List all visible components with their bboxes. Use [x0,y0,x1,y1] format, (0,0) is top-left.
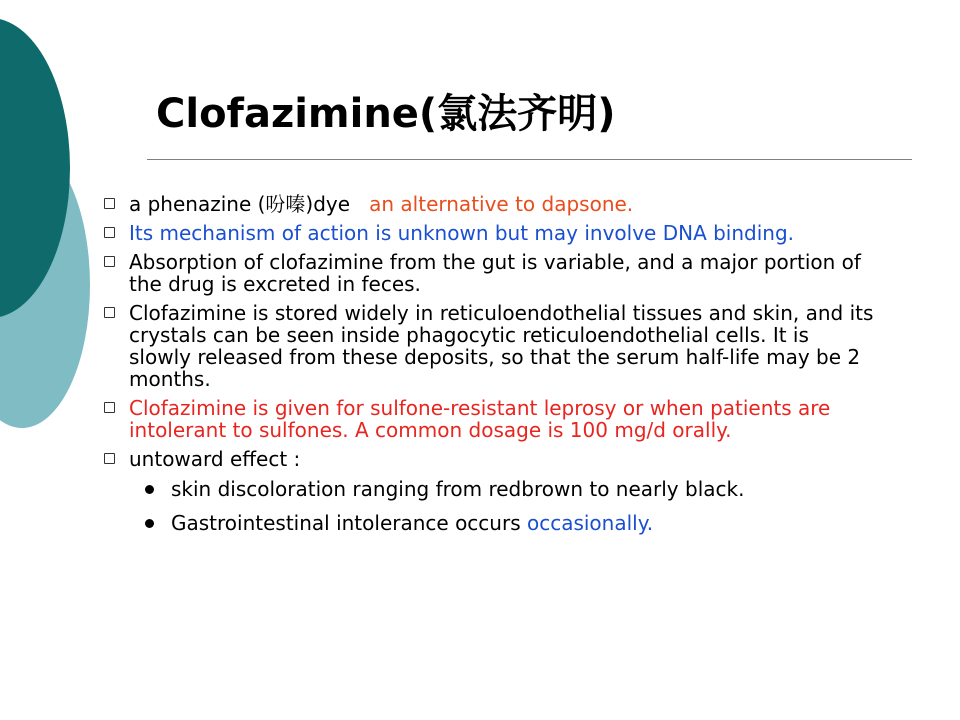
filled-circle-bullet-icon [145,519,154,528]
bullet-5-text: Clofazimine is given for sulfone-resistant leprosy or when patients are intolerant to sulfones. A common dosage is 100 mg/d orally. [129,396,831,442]
bullet-1-part2: an alternative to dapsone. [369,192,634,216]
list-item [104,222,874,244]
bullet-6-text: untoward effect : [129,447,301,471]
list-item [104,193,874,215]
filled-circle-bullet-icon [145,485,154,494]
bullet-1-part1: a phenazine (吩嗪)dye [129,192,351,216]
sub-bullet-2-part2: occasionally. [526,511,654,535]
sub-bullet-1-text: skin discoloration ranging from redbrown to nearly black. [171,477,745,501]
hollow-square-bullet-icon [104,227,115,238]
list-item [104,448,874,534]
sub-bullet-list [129,478,874,534]
list-item [129,512,874,534]
list-item [104,302,874,390]
hollow-square-bullet-icon [104,307,115,318]
hollow-square-bullet-icon [104,256,115,267]
hollow-square-bullet-icon [104,402,115,413]
list-item [129,478,874,500]
hollow-square-bullet-icon [104,453,115,464]
bullet-4-text: Clofazimine is stored widely in reticuloendothelial tissues and skin, and its crystals can be seen inside phagocytic reticuloendothelial cells. It is slowly released from these deposits, so that the serum half-life may be 2 months. [129,301,874,391]
list-item [104,251,874,295]
list-item [104,397,874,441]
bullet-list [104,193,874,546]
sub-bullet-2-part1: Gastrointestinal intolerance occurs [171,511,521,535]
bullet-3-text: Absorption of clofazimine from the gut is variable, and a major portion of the drug is excreted in feces. [129,250,861,296]
hollow-square-bullet-icon [104,198,115,209]
bullet-2-text: Its mechanism of action is unknown but may involve DNA binding. [129,221,795,245]
title-divider [147,159,912,160]
page-title: Clofazimine(氯法齐明) [156,91,616,137]
